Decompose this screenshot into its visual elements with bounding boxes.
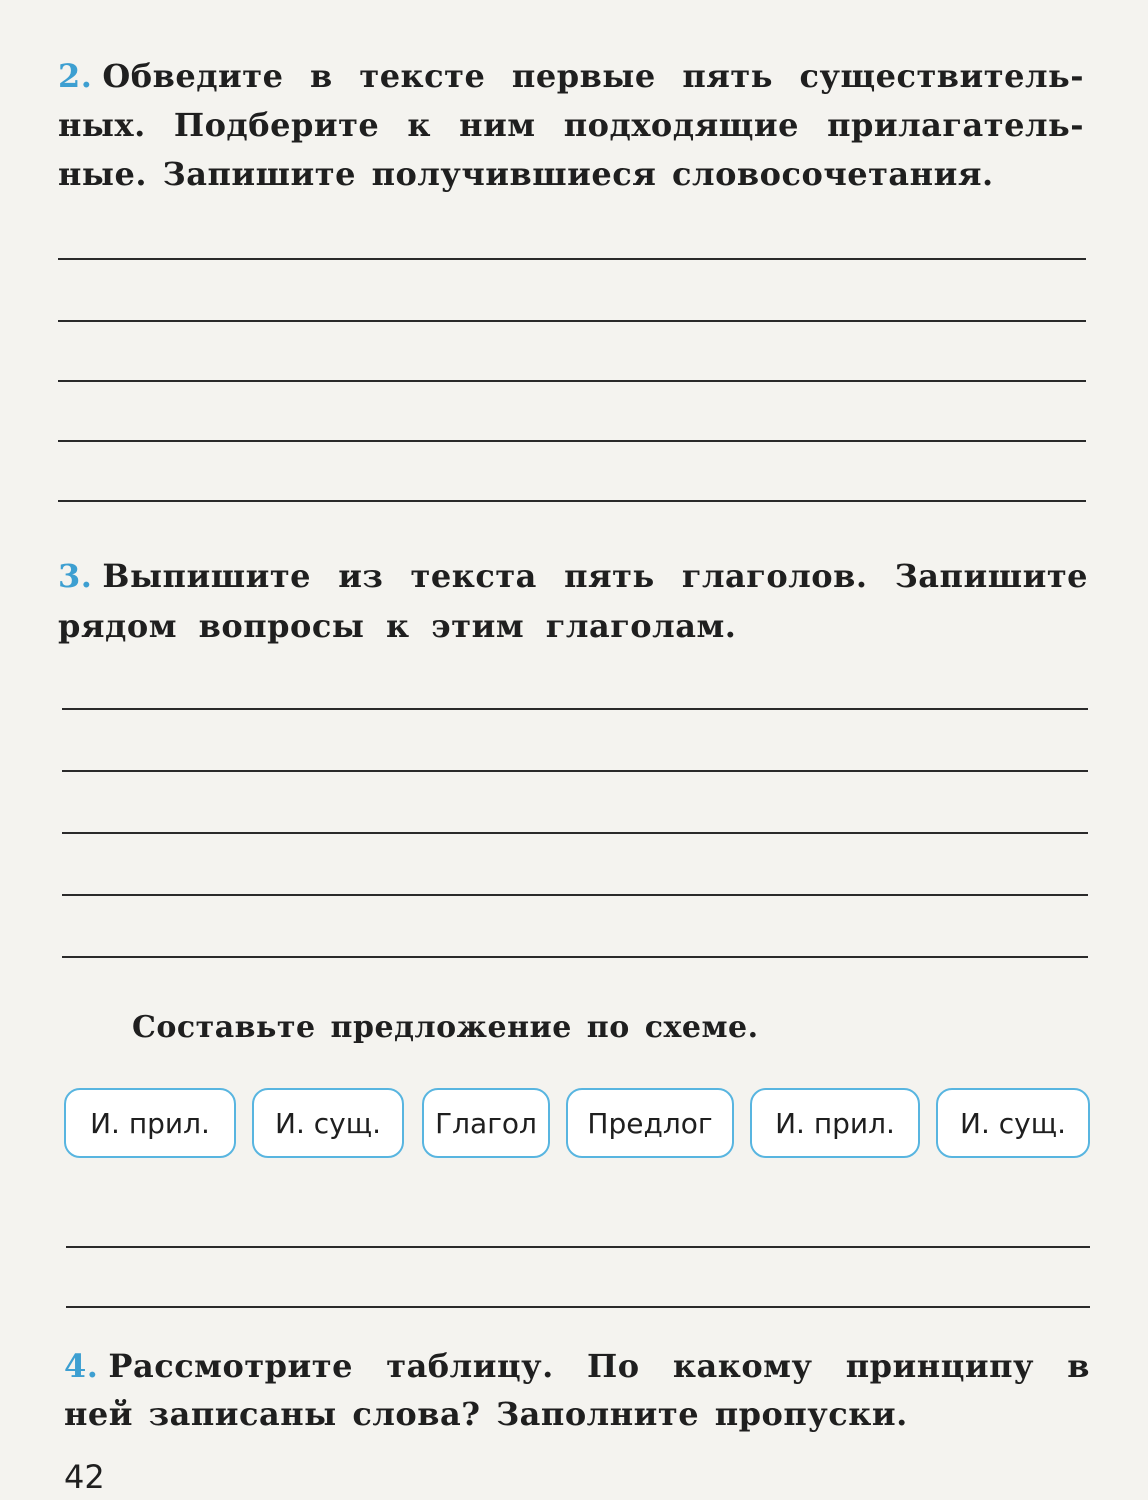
scheme-box-verb: Глагол (422, 1088, 550, 1158)
task-2-line-3 (58, 150, 1084, 199)
answer-line[interactable] (66, 1246, 1090, 1248)
answer-line[interactable] (62, 956, 1088, 958)
answer-line[interactable] (66, 1306, 1090, 1308)
answer-line[interactable] (62, 832, 1088, 834)
page-number: 42 (64, 1458, 105, 1496)
answer-line[interactable] (62, 770, 1088, 772)
task-number: 3. (58, 557, 93, 595)
task-text: ные. Запишите получившиеся словосочетания. (58, 155, 994, 193)
task-text: ных. Подберите к ним подходящие прилагатель- (58, 106, 1084, 144)
scheme-box-noun: И. сущ. (936, 1088, 1090, 1158)
task-4-line-2 (64, 1390, 1090, 1439)
answer-line[interactable] (58, 320, 1086, 322)
task-2-line-2 (58, 101, 1084, 150)
task-3-line-1 (58, 552, 1088, 601)
answer-line[interactable] (58, 258, 1086, 260)
task-text: рядом вопросы к этим глаголам. (58, 607, 737, 645)
task-text: Рассмотрите таблицу. По какому принципу в (108, 1347, 1090, 1385)
answer-line[interactable] (58, 500, 1086, 502)
task-text: Обведите в тексте первые пять существитель- (102, 57, 1084, 95)
scheme-box-preposition: Предлог (566, 1088, 734, 1158)
subtask-instruction: Составьте предложение по схеме. (132, 1010, 759, 1045)
answer-line[interactable] (62, 708, 1088, 710)
task-3-line-2 (58, 602, 1088, 651)
answer-line[interactable] (62, 894, 1088, 896)
task-4-line-1 (64, 1342, 1090, 1391)
task-2-line-1 (58, 52, 1084, 101)
task-text: Выпишите из текста пять глаголов. Запишите (102, 557, 1088, 595)
scheme-box-adjective: И. прил. (64, 1088, 236, 1158)
answer-line[interactable] (58, 380, 1086, 382)
task-text: ней записаны слова? Заполните пропуски. (64, 1395, 908, 1433)
task-number: 2. (58, 57, 93, 95)
task-number: 4. (64, 1347, 99, 1385)
scheme-box-adjective: И. прил. (750, 1088, 920, 1158)
scheme-box-noun: И. сущ. (252, 1088, 404, 1158)
answer-line[interactable] (58, 440, 1086, 442)
